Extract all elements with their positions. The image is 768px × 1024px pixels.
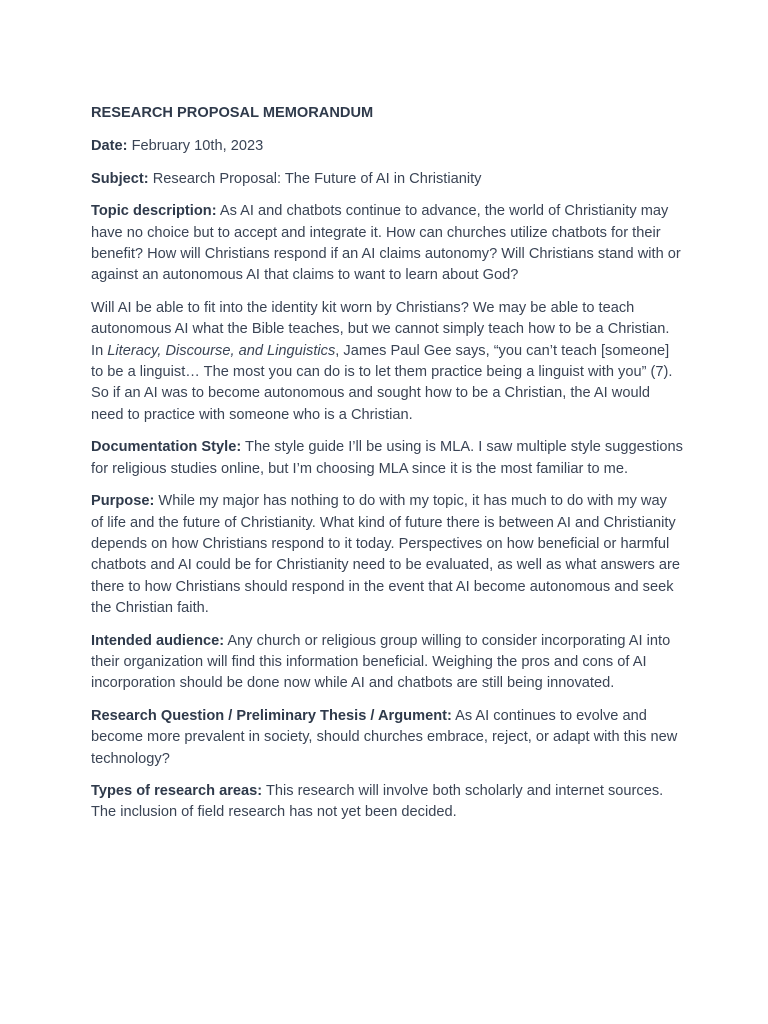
topic-description-label: Topic description: (91, 203, 217, 220)
memo-body (91, 103, 683, 835)
memo-title: RESEARCH PROPOSAL MEMORANDUM (91, 105, 374, 121)
topic-description-paragraph (91, 201, 683, 287)
identity-kit-text-1: Will AI be able to fit into the identity kit worn by Christians? We may be able to teach autonomous AI what the Bible teaches, but we cannot simply teach how to be a Christian. In (91, 299, 670, 359)
documentation-style-paragraph (91, 437, 683, 480)
documentation-style-text: The style guide I’ll be using is MLA. I saw multiple style suggestions for religious studies online, but I’m choosing MLA since it is the most familiar to me. (91, 439, 683, 477)
book-title: Literacy, Discourse, and Linguistics (107, 342, 336, 359)
subject-value: Research Proposal: The Future of AI in Christianity (148, 170, 482, 187)
date-line (91, 136, 683, 157)
research-question-label: Research Question / Preliminary Thesis / Argument: (91, 707, 452, 724)
purpose-paragraph (91, 491, 683, 619)
intended-audience-paragraph (91, 631, 683, 695)
research-areas-text: This research will involve both scholarly and internet sources. The inclusion of field research has not yet been decided. (91, 782, 664, 821)
topic-description-text: As AI and chatbots continue to advance, the world of Christianity may have no choice but to accept and integrate it. How can churches utilize chatbots for their benefit? How will Christians respond if an AI claims autonomy? Will Christians stand with or against an autonomous AI that claims to want to learn about God? (91, 203, 681, 284)
purpose-label: Purpose: (91, 493, 155, 510)
documentation-style-label: Documentation Style: (91, 439, 242, 456)
research-areas-label: Types of research areas: (91, 782, 263, 799)
subject-line (91, 169, 683, 190)
identity-kit-text-2: , James Paul Gee says, “you can’t teach [someone] to be a linguist… The most you can do is to let them practice being a linguist with you” (7). So if an AI was to become autonomous and sought how to be a Christian, the AI would need to practice with someone who is a Christian. (91, 342, 673, 423)
subject-label: Subject: (91, 170, 149, 187)
intended-audience-label: Intended audience: (91, 632, 225, 649)
identity-kit-paragraph (91, 298, 683, 426)
research-question-text: As AI continues to evolve and become more prevalent in society, should churches embrace, reject, or adapt with this new technology? (91, 707, 678, 767)
intended-audience-text: Any church or religious group willing to consider incorporating AI into their organization will find this information beneficial. Weighing the pros and cons of AI incorporation should be done now while AI and chatbots are still being innovated. (91, 632, 671, 692)
date-value: February 10th, 2023 (127, 138, 264, 155)
purpose-text: While my major has nothing to do with my topic, it has much to do with my way of life and the future of Christianity. What kind of future there is between AI and Christianity depends on how Christians respond to it today. Perspectives on how beneficial or harmful chatbots and AI could be for Christianity need to be evaluated, as well as what answers are there to how Christians should respond in the event that AI become autonomous and seek the Christian faith. (91, 493, 681, 617)
date-label: Date: (91, 138, 128, 155)
research-question-paragraph (91, 706, 683, 770)
research-areas-paragraph (91, 781, 683, 824)
